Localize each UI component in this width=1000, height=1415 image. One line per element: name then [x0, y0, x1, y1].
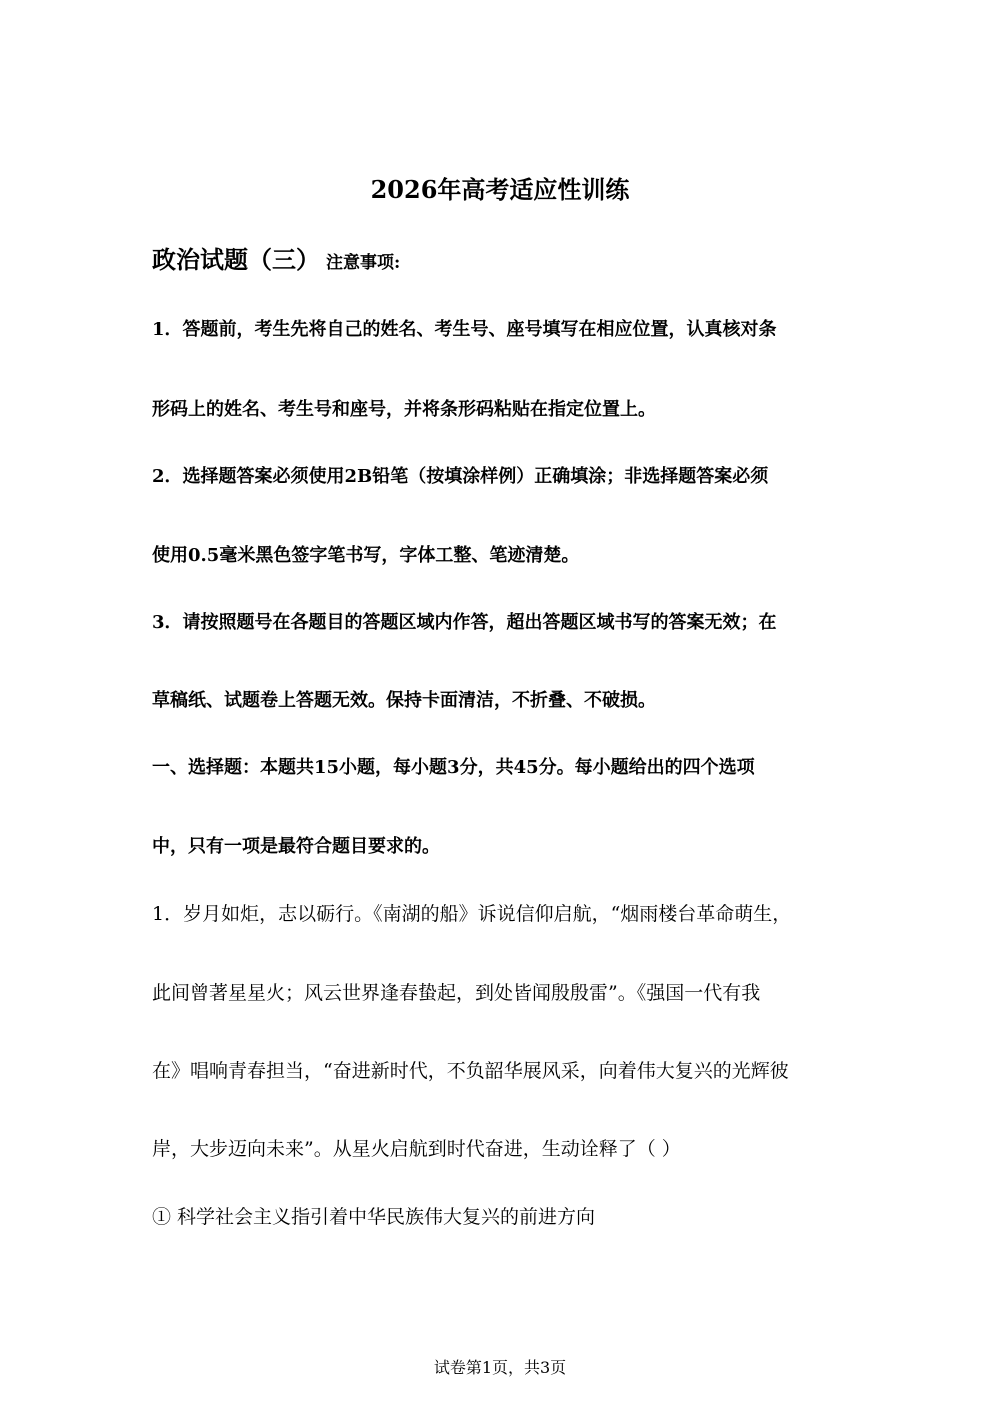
question-text: 1．岁月如炬，志以砺行。《南湖的船》诉说信仰启航，“烟雨楼台革命萌生， — [152, 903, 792, 925]
note-line: 3．请按照题号在各题目的答题区域内作答，超出答题区域书写的答案无效；在 — [152, 612, 777, 633]
question-text: 在》唱响青春担当，“奋进新时代，不负韶华展风采，向着伟大复兴的光辉彼 — [152, 1060, 789, 1082]
section-heading: 中，只有一项是最符合题目要求的。 — [152, 836, 440, 857]
notice-label: 注意事项: — [326, 253, 401, 273]
section-heading: 一、选择题：本题共15小题，每小题3分，共45分。每小题给出的四个选项 — [152, 757, 755, 778]
note-line: 草稿纸、试题卷上答题无效。保持卡面清洁，不折叠、不破损。 — [152, 690, 656, 711]
question-text: 岸，大步迈向未来”。从星火启航到时代奋进，生动诠释了（ ） — [152, 1138, 681, 1160]
note-line: 2．选择题答案必须使用2B铅笔（按填涂样例）正确填涂；非选择题答案必须 — [152, 466, 769, 487]
answer-option: ① 科学社会主义指引着中华民族伟大复兴的前进方向 — [152, 1206, 596, 1228]
note-line: 使用0.5毫米黑色签字笔书写，字体工整、笔迹清楚。 — [152, 545, 580, 566]
question-text: 此间曾著星星火；风云世界逢春蛰起，到处皆闻殷殷雷”。《强国一代有我 — [152, 982, 761, 1004]
note-line: 1．答题前，考生先将自己的姓名、考生号、座号填写在相应位置，认真核对条 — [152, 319, 777, 340]
page-footer: 试卷第1页，共3页 — [433, 1358, 567, 1377]
exam-title: 2026年高考适应性训练 — [370, 175, 630, 204]
note-line: 形码上的姓名、考生号和座号，并将条形码粘贴在指定位置上。 — [152, 399, 656, 420]
subject-title: 政治试题（三） — [152, 245, 320, 274]
subject-heading — [152, 240, 400, 275]
